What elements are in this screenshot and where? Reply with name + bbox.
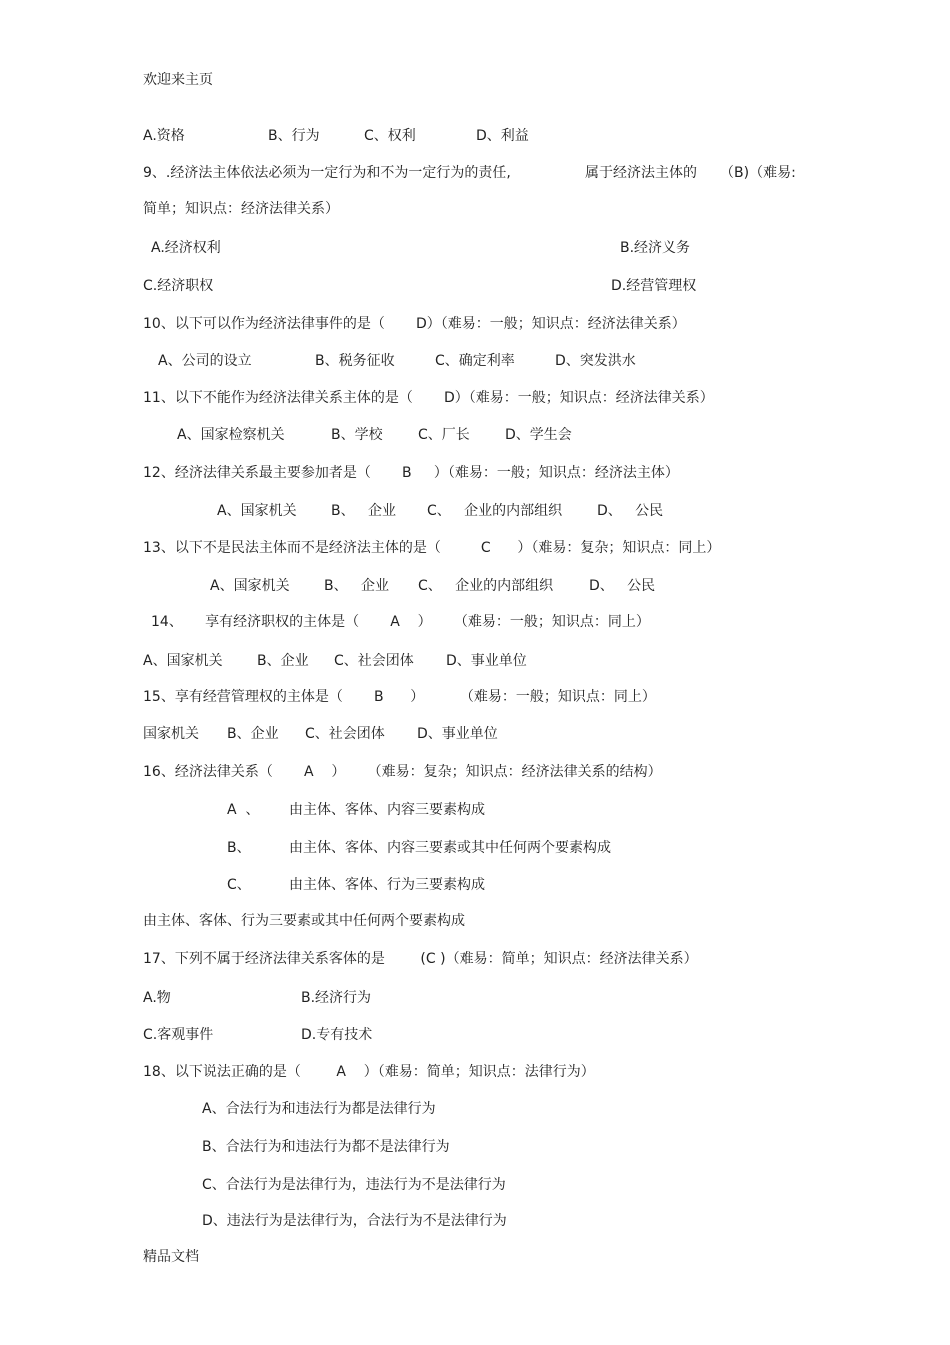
- q12-option-c: C、 企业的内部组织: [427, 503, 563, 519]
- q16-option-b: 由主体、客体、内容三要素或其中任何两个要素构成: [289, 840, 611, 856]
- q16-stem: 16、经济法律关系（ A ） （难易：复杂；知识点：经济法律关系的结构）: [143, 764, 662, 780]
- q10-option-b: B、税务征收: [315, 353, 395, 369]
- q16-option-c-label: C、: [227, 877, 251, 893]
- q16-option-d: 由主体、客体、行为三要素或其中任何两个要素构成: [143, 913, 465, 929]
- q9-stem: 9、.经济法主体依法必须为一定行为和不为一定行为的责任,: [143, 165, 511, 181]
- q15-option-a: 国家机关: [143, 726, 199, 742]
- page-footer: 精品文档: [143, 1249, 199, 1265]
- q8-option-b: B、行为: [268, 128, 320, 144]
- q13-option-a: A、国家机关: [210, 578, 290, 594]
- q15-option-c: C、社会团体: [305, 726, 385, 742]
- q11-stem: 11、以下不能作为经济法律关系主体的是（ D）（难易：一般；知识点：经济法律关系）: [143, 390, 714, 406]
- q14-option-a: A、国家机关: [143, 653, 223, 669]
- q13-option-c: C、 企业的内部组织: [418, 578, 554, 594]
- q11-option-c: C、厂长: [418, 427, 470, 443]
- q18-option-c: C、合法行为是法律行为，违法行为不是法律行为: [202, 1177, 506, 1193]
- q18-option-a: A、合法行为和违法行为都是法律行为: [202, 1101, 436, 1117]
- q9-option-a: A.经济权利: [151, 240, 221, 256]
- q11-option-b: B、学校: [331, 427, 383, 443]
- q9-option-b: B.经济义务: [620, 240, 691, 256]
- q16-option-a: 由主体、客体、内容三要素构成: [289, 802, 485, 818]
- q16-option-a-label: A 、: [227, 802, 260, 818]
- q16-option-b-label: B、: [227, 840, 251, 856]
- q10-stem: 10、以下可以作为经济法律事件的是（ D）（难易：一般；知识点：经济法律关系）: [143, 316, 686, 332]
- q12-option-d: D、 公民: [597, 503, 664, 519]
- q18-stem: 18、以下说法正确的是（ A ）（难易：简单；知识点：法律行为）: [143, 1064, 595, 1080]
- q9-option-c: C.经济职权: [143, 278, 214, 294]
- q11-option-d: D、学生会: [505, 427, 572, 443]
- q15-option-b: B、企业: [227, 726, 279, 742]
- q14-option-d: D、事业单位: [446, 653, 527, 669]
- q17-option-a: A.物: [143, 990, 171, 1006]
- q15-option-d: D、事业单位: [417, 726, 498, 742]
- q17-option-b: B.经济行为: [301, 990, 372, 1006]
- q13-stem: 13、以下不是民法主体而不是经济法主体的是（ C ）（难易：复杂；知识点：同上）: [143, 540, 721, 556]
- q12-option-a: A、国家机关: [217, 503, 297, 519]
- q11-option-a: A、国家检察机关: [177, 427, 285, 443]
- q14-stem: 14、 享有经济职权的主体是（ A ） （难易：一般；知识点：同上）: [151, 614, 650, 630]
- q17-option-c: C.客观事件: [143, 1027, 214, 1043]
- q14-option-c: C、社会团体: [334, 653, 414, 669]
- q10-option-d: D、突发洪水: [555, 353, 636, 369]
- q8-option-a: A.资格: [143, 128, 185, 144]
- q17-stem: 17、下列不属于经济法律关系客体的是 (C )（难易：简单；知识点：经济法律关系）: [143, 951, 698, 967]
- q9-option-d: D.经营管理权: [611, 278, 697, 294]
- q18-option-d: D、违法行为是法律行为，合法行为不是法律行为: [202, 1213, 507, 1229]
- q16-option-c: 由主体、客体、行为三要素构成: [289, 877, 485, 893]
- q8-option-d: D、利益: [476, 128, 529, 144]
- q15-stem: 15、享有经营管理权的主体是（ B ） （难易：一般；知识点：同上）: [143, 689, 656, 705]
- q12-option-b: B、 企业: [331, 503, 396, 519]
- q14-option-b: B、企业: [257, 653, 309, 669]
- q9-stem-meta: 简单；知识点：经济法律关系）: [143, 201, 339, 217]
- q10-option-c: C、确定利率: [435, 353, 515, 369]
- q18-option-b: B、合法行为和违法行为都不是法律行为: [202, 1139, 450, 1155]
- q9-answer: （B)（难易:: [720, 165, 796, 181]
- q13-option-d: D、 公民: [589, 578, 656, 594]
- q10-option-a: A、公司的设立: [158, 353, 252, 369]
- q8-option-c: C、权利: [364, 128, 416, 144]
- page-header: 欢迎来主页: [143, 72, 213, 88]
- q17-option-d: D.专有技术: [301, 1027, 373, 1043]
- q12-stem: 12、经济法律关系最主要参加者是（ B ）（难易：一般；知识点：经济法主体）: [143, 465, 679, 481]
- q9-stem-continued: 属于经济法主体的: [585, 165, 697, 181]
- q13-option-b: B、 企业: [324, 578, 389, 594]
